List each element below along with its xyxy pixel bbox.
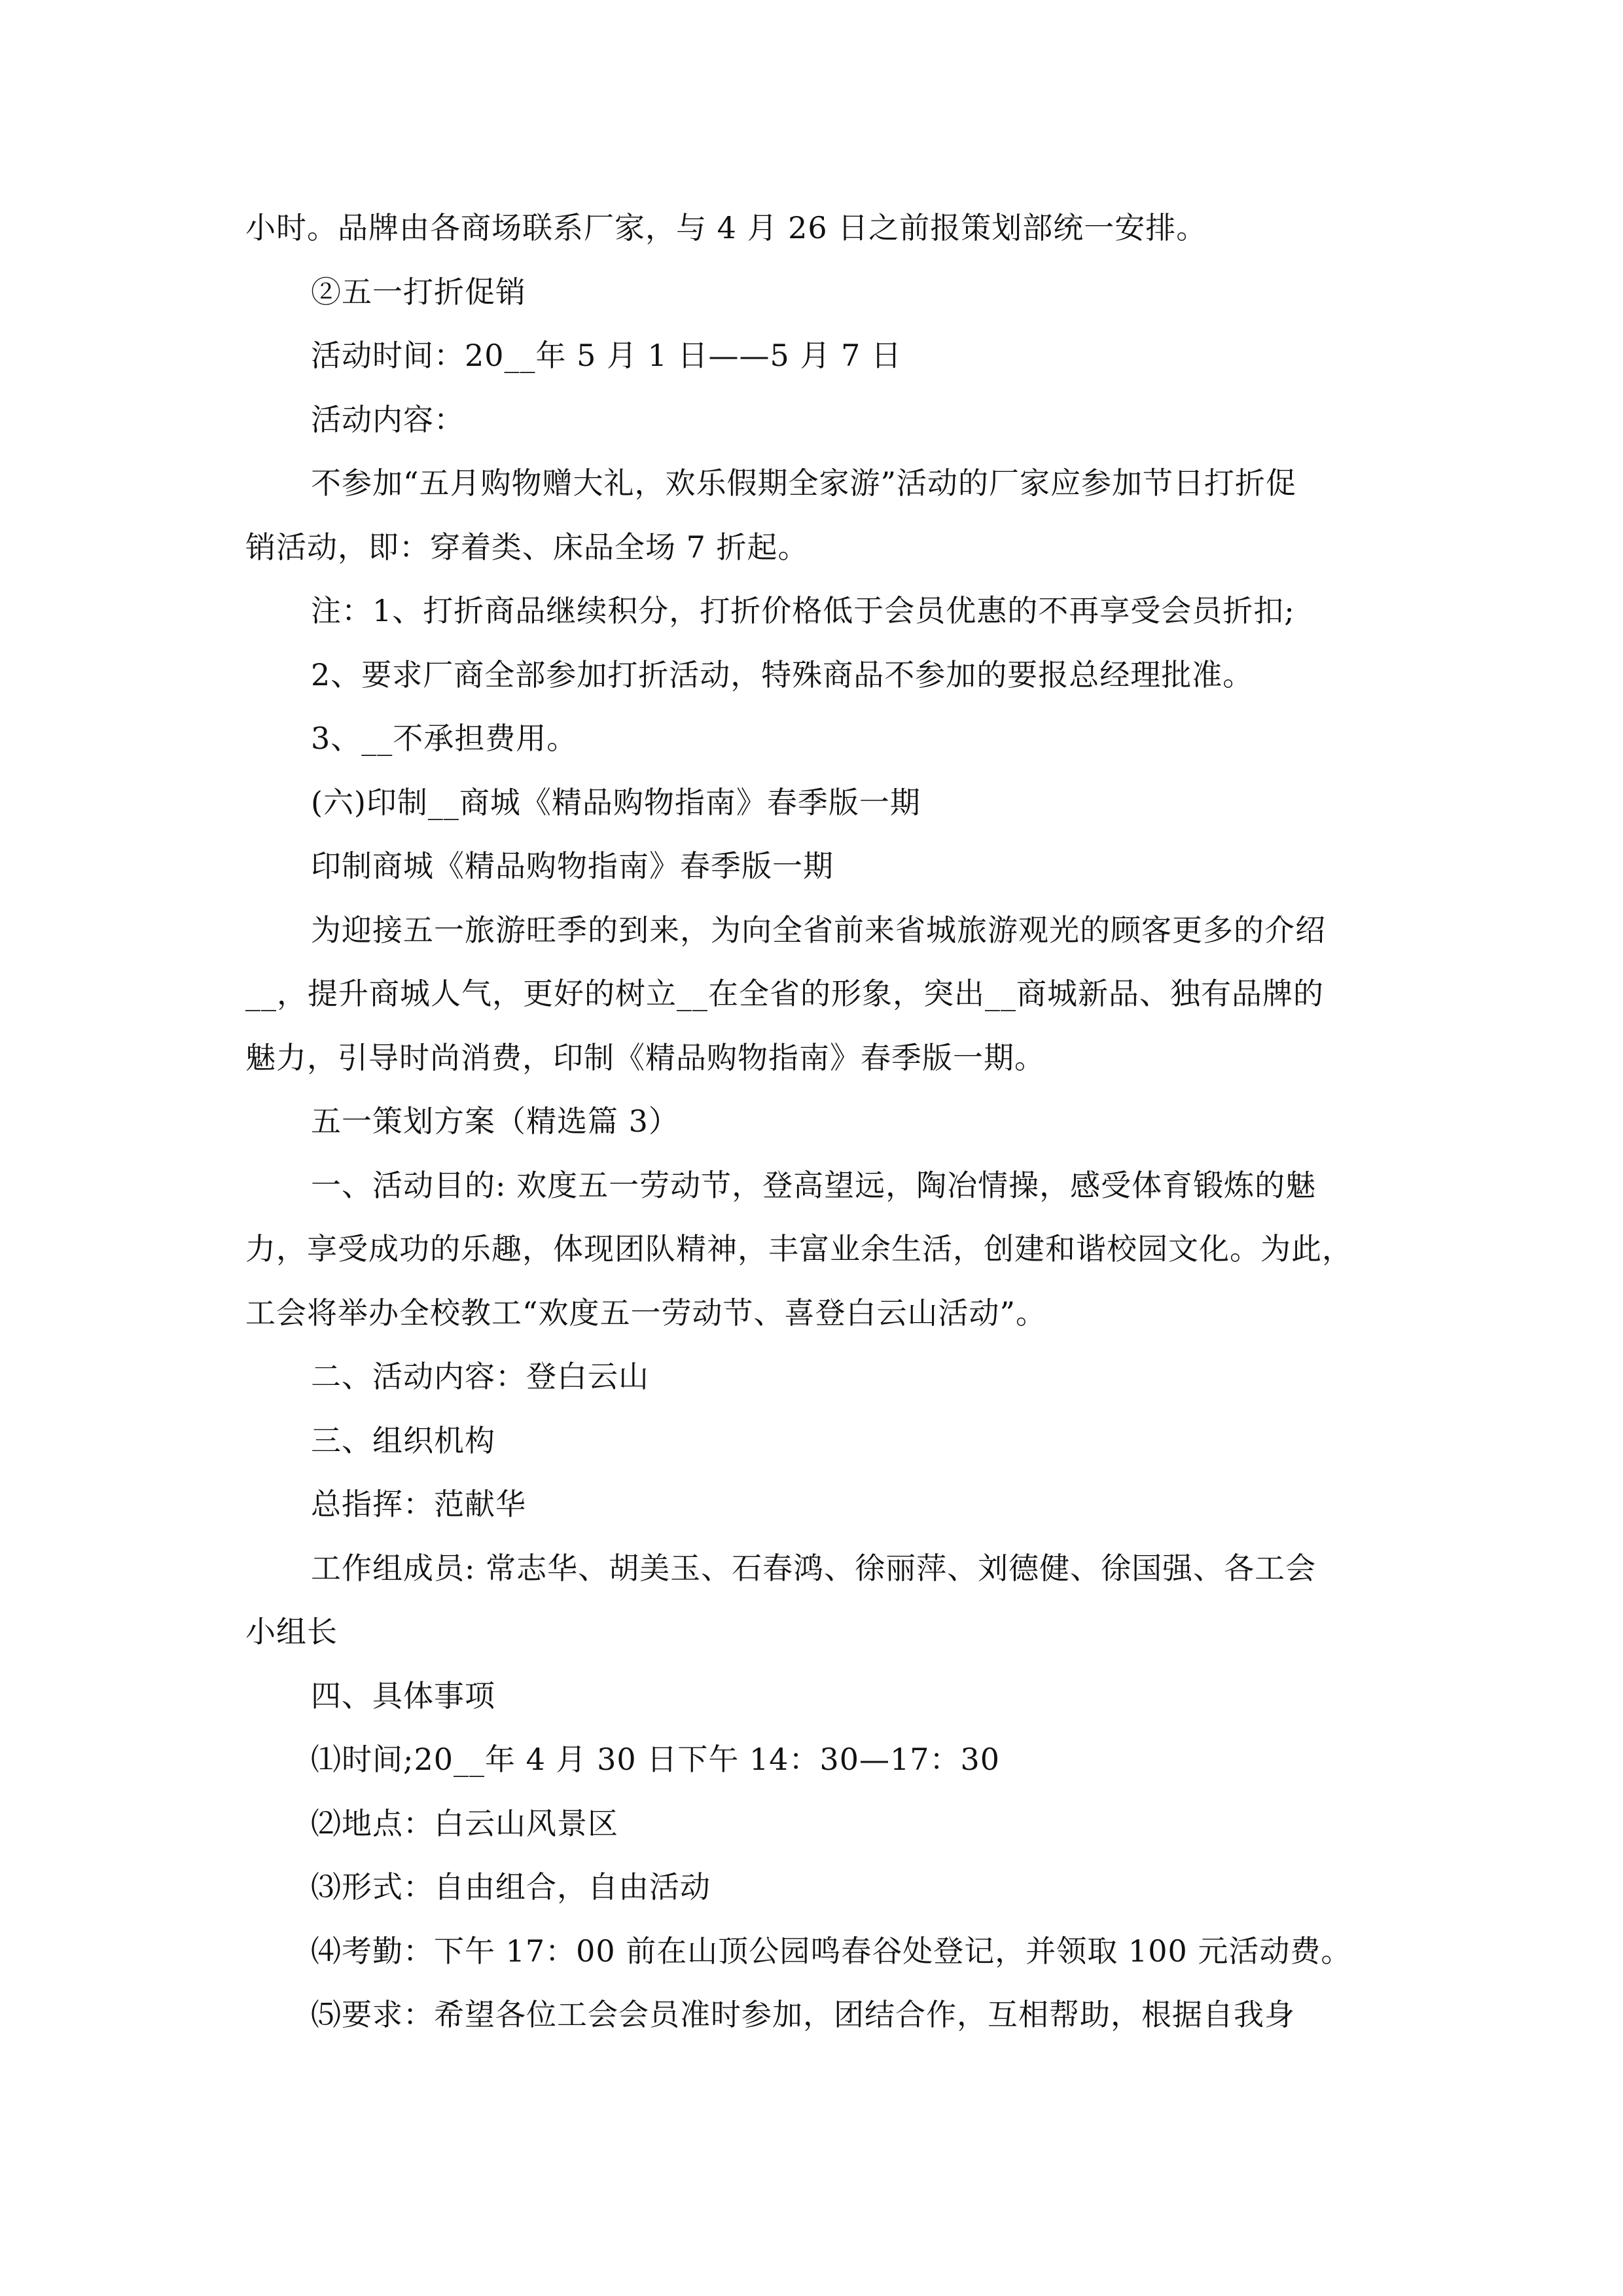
text-line-attendance: ⑷考勤：下午 17：00 前在山顶公园鸣春谷处登记，并领取 100 元活动费。 xyxy=(311,1933,1352,1969)
text-line-team-members: 工作组成员: 常志华、胡美玉、石春鸿、徐丽萍、刘德健、徐国强、各工会 xyxy=(311,1550,1317,1586)
text-line-18: 工会将举办全校教工“欢度五一劳动节、喜登白云山活动”。 xyxy=(245,1295,1047,1331)
text-line-17: 力，享受成功的乐趣，体现团队精神，丰富业余生活，创建和谐校园文化。为此， xyxy=(245,1231,1353,1266)
text-line-requirements: ⑸要求：希望各位工会会员准时参加，团结合作，互相帮助，根据自我身 xyxy=(311,1997,1295,2032)
text-line-time: ⑴时间;20__年 4 月 30 日下午 14：30—17：30 xyxy=(311,1742,1001,1777)
heading-section-six: (六)印制__商城《精品购物指南》春季版一期 xyxy=(311,784,921,820)
text-line-12: 为迎接五一旅游旺季的到来，为向全省前来省城旅游观光的顾客更多的介绍 xyxy=(311,912,1326,948)
text-line-1: 小时。品牌由各商场联系厂家，与 4 月 26 日之前报策划部统一安排。 xyxy=(245,210,1207,245)
text-line-note-3: 3、__不承担费用。 xyxy=(311,721,578,756)
text-line-activity-content: 活动内容： xyxy=(311,401,465,437)
text-line-note-2: 2、要求厂商全部参加打折活动，特殊商品不参加的要报总经理批准。 xyxy=(311,656,1254,692)
text-line-14: 魅力，引导时尚消费，印制《精品购物指南》春季版一期。 xyxy=(245,1039,1045,1075)
document-body xyxy=(245,196,1384,2047)
text-line-note-1: 注：1、打折商品继续积分，打折价格低于会员优惠的不再享受会员折扣; xyxy=(311,593,1295,628)
text-line-activity-time: 活动时间：20__年 5 月 1 日——5 月 7 日 xyxy=(311,338,902,373)
heading-specific-items: 四、具体事项 xyxy=(311,1677,495,1713)
text-line-purpose: 一、活动目的: 欢度五一劳动节，登高望远，陶冶情操，感受体育锻炼的魅 xyxy=(311,1167,1317,1203)
text-line-format: ⑶形式：自由组合，自由活动 xyxy=(311,1869,711,1905)
heading-organization: 三、组织机构 xyxy=(311,1422,495,1458)
text-line-5: 不参加“五月购物赠大礼，欢乐假期全家游”活动的厂家应参加节日打折促 xyxy=(311,465,1297,501)
text-line-commander: 总指挥：范献华 xyxy=(311,1486,526,1522)
text-line-6: 销活动，即：穿着类、床品全场 7 折起。 xyxy=(245,529,809,565)
text-line-11: 印制商城《精品购物指南》春季版一期 xyxy=(311,848,834,884)
heading-discount-promotion: ②五一打折促销 xyxy=(311,274,526,310)
heading-plan-3: 五一策划方案（精选篇 3） xyxy=(311,1103,679,1139)
text-line-content: 二、活动内容：登白云山 xyxy=(311,1359,649,1394)
text-line-13: __，提升商城人气，更好的树立__在全省的形象，突出__商城新品、独有品牌的 xyxy=(245,976,1324,1011)
text-line-23: 小组长 xyxy=(245,1614,338,1649)
text-line-location: ⑵地点：白云山风景区 xyxy=(311,1805,618,1841)
